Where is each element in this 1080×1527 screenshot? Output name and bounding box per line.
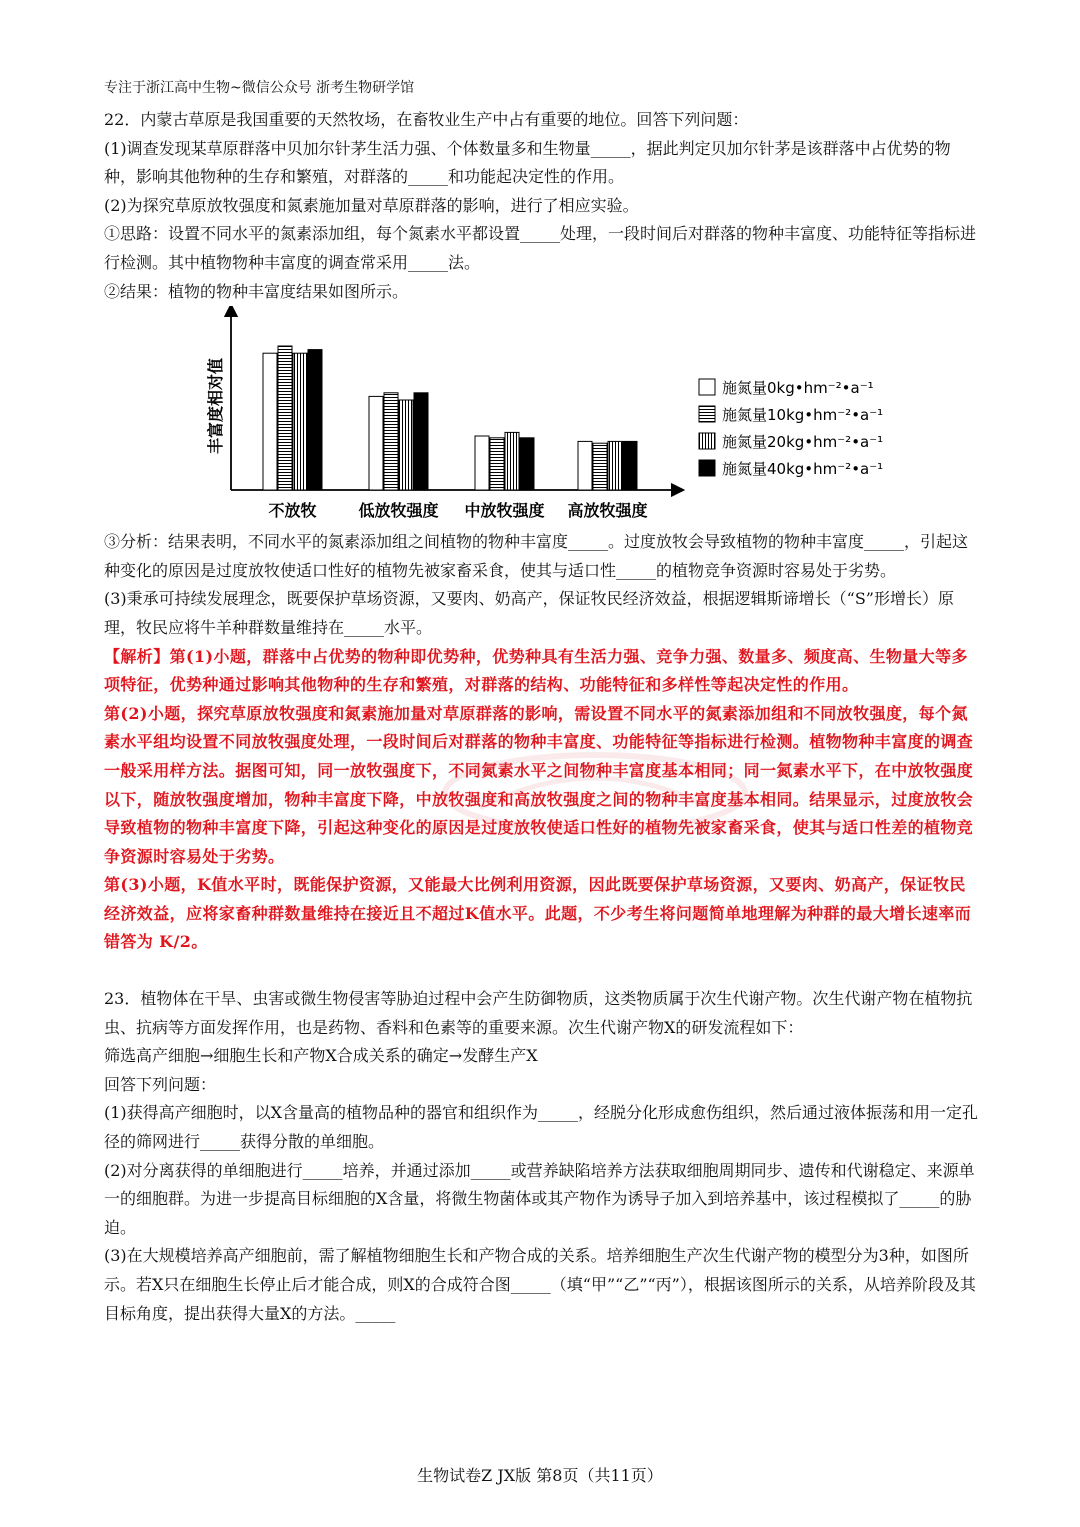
bar-1-0 bbox=[369, 397, 383, 491]
bar-0-2 bbox=[293, 353, 307, 490]
bar-3-0 bbox=[578, 442, 592, 491]
bar-2-1 bbox=[490, 438, 504, 490]
legend-label: 施氮量10kg•hm⁻²•a⁻¹ bbox=[722, 406, 884, 425]
bar-3-1 bbox=[593, 443, 607, 490]
q23-prompt: 回答下列问题： bbox=[104, 1074, 217, 1094]
bar-group bbox=[263, 346, 637, 490]
bar-0-3 bbox=[308, 350, 322, 490]
watermark-logo bbox=[440, 748, 750, 838]
bar-2-3 bbox=[520, 438, 534, 490]
legend-swatch bbox=[699, 460, 715, 476]
bar-0-1 bbox=[278, 346, 292, 490]
legend-swatch bbox=[699, 379, 715, 395]
legend-label: 施氮量40kg•hm⁻²•a⁻¹ bbox=[722, 460, 884, 479]
q23-part2: (2)对分离获得的单细胞进行_____培养，并通过添加_____或营养缺陷培养方法获取细胞周期同步、遗传和代谢稳定、来源单一的细胞群。为进一步提高目标细胞的X含量，将微生物菌体或其产物作为诱导子加入到培养基中，该过程模拟了_____的胁迫。 bbox=[104, 1160, 975, 1237]
q23-flow: 筛选高产细胞→细胞生长和产物X合成关系的确定→发酵生产X bbox=[104, 1046, 538, 1066]
bar-1-2 bbox=[399, 400, 413, 490]
q23-part3: (3)在大规模培养高产细胞前，需了解植物细胞生长和产物合成的关系。培养细胞生产次生代谢产物的模型分为3种，如图所示。若X只在细胞生长停止后才能合成，则X的合成符合图_____（填“甲”“乙”“丙”），根据该图所示的关系，从培养阶段及其目标角度，提出获得大量X的方法。_____ bbox=[104, 1246, 976, 1323]
q22-part2: (2)为探究草原放牧强度和氮素施加量对草原群落的影响，进行了相应实验。 bbox=[104, 195, 639, 215]
y-axis-label: 丰富度相对值 bbox=[206, 358, 225, 455]
page-header: 专注于浙江高中生物~微信公众号 浙考生物研学馆 bbox=[104, 80, 415, 96]
bar-2-2 bbox=[505, 433, 519, 491]
x-tick-label: 高放牧强度 bbox=[567, 501, 648, 521]
q22-analysis: ③分析：结果表明，不同水平的氮素添加组之间植物的物种丰富度_____。过度放牧会导致植物的物种丰富度_____，引起这种变化的原因是过度放牧使适口性好的植物先被家畜采食，使其与适口性_____的植物竞争资源时容易处于劣势。 bbox=[104, 532, 969, 580]
chart-legend bbox=[699, 379, 883, 478]
x-tick-labels bbox=[268, 501, 647, 520]
richness-bar-chart bbox=[104, 306, 982, 528]
bar-0-0 bbox=[263, 353, 277, 490]
q22-title: 22．内蒙古草原是我国重要的天然牧场，在畜牧业生产中占有重要的地位。回答下列问题： bbox=[104, 110, 749, 129]
legend-swatch bbox=[699, 433, 715, 449]
bar-3-3 bbox=[623, 442, 637, 491]
bar-1-1 bbox=[384, 393, 398, 490]
q22-part1: (1)调查发现某草原群落中贝加尔针茅生活力强、个体数量多和生物量_____，据此判定贝加尔针茅是该群落中占优势的物种，影响其他物种的生存和繁殖，对群落的_____和功能起决定性的作用。 bbox=[104, 138, 951, 187]
q22-part3: (3)秉承可持续发展理念，既要保护草场资源，又要肉、奶高产，保证牧民经济效益，根据逻辑斯谛增长（“S”形增长）原理，牧民应将牛羊种群数量维持在_____水平。 bbox=[104, 589, 954, 637]
bar-2-0 bbox=[475, 436, 489, 490]
q22-idea: ①思路：设置不同水平的氮素添加组，每个氮素水平都设置_____处理，一段时间后对群落的物种丰富度、功能特征等指标进行检测。其中植物物种丰富度的调查常采用_____法。 bbox=[104, 224, 977, 272]
q23-part1: (1)获得高产细胞时，以X含量高的植物品种的器官和组织作为_____，经脱分化形成愈伤组织，然后通过液体振荡和用一定孔径的筛网进行_____获得分散的单细胞。 bbox=[104, 1103, 979, 1152]
x-tick-label: 中放牧强度 bbox=[464, 501, 545, 521]
answer-part2: 第(2)小题，探究草原放牧强度和氮素施加量对草原群落的影响，需设置不同水平的氮素添加组和不同放牧强度，每个氮素水平组均设置不同放牧强度处理，一段时间后对群落的物种丰富度、功能特征等指标进行检测。植物物种丰富度的调查一般采用样方法。据图可知，同一放牧强度下，不同氮素水平之间物种丰富度基本相同；同一氮素水平下，在中放牧强度以下，随放牧强度增加，物种丰富度下降，中放牧强度和高放牧强度之间的物种丰富度基本相同。结果显示，过度放牧会导致植物的物种丰富度下降，引起这种变化的原因是过度放牧使适口性好的植物先被家畜采食，使其与适口性差的植物竞争资源时容易处于劣势。 bbox=[104, 703, 974, 866]
legend-label: 施氮量0kg•hm⁻²•a⁻¹ bbox=[722, 379, 874, 398]
richness-chart bbox=[104, 306, 982, 528]
page-footer: 生物试卷Z JX版 第8页（共11页） bbox=[417, 1466, 663, 1485]
page-content bbox=[104, 106, 982, 1328]
legend-swatch bbox=[699, 406, 715, 422]
answer-part3: 第(3)小题，K值水平时，既能保护资源，又能最大比例利用资源，因此既要保护草场资源，又要肉、奶高产，保证牧民经济效益，应将家畜种群数量维持在接近且不超过K值水平。此题，不少考生将问题简单地理解为种群的最大增长速率而错答为 K/2。 bbox=[104, 875, 972, 952]
x-tick-label: 不放牧 bbox=[268, 501, 317, 521]
q23-intro: 23．植物体在干旱、虫害或微生物侵害等胁迫过程中会产生防御物质，这类物质属于次生代谢产物。次生代谢产物在植物抗虫、抗病等方面发挥作用，也是药物、香料和色素等的重要来源。次生代谢产物X的研发流程如下： bbox=[104, 989, 973, 1037]
answer-part1: 【解析】第(1)小题，群落中占优势的物种即优势种，优势种具有生活力强、竞争力强、数量多、频度高、生物量大等多项特征，优势种通过影响其他物种的生存和繁殖，对群落的结构、功能特征和多样性等起决定性的作用。 bbox=[104, 646, 968, 695]
q22-result: ②结果：植物的物种丰富度结果如图所示。 bbox=[104, 281, 409, 301]
legend-label: 施氮量20kg•hm⁻²•a⁻¹ bbox=[722, 433, 884, 452]
x-tick-label: 低放牧强度 bbox=[358, 501, 439, 521]
bar-1-3 bbox=[414, 393, 428, 490]
bar-3-2 bbox=[608, 442, 622, 491]
